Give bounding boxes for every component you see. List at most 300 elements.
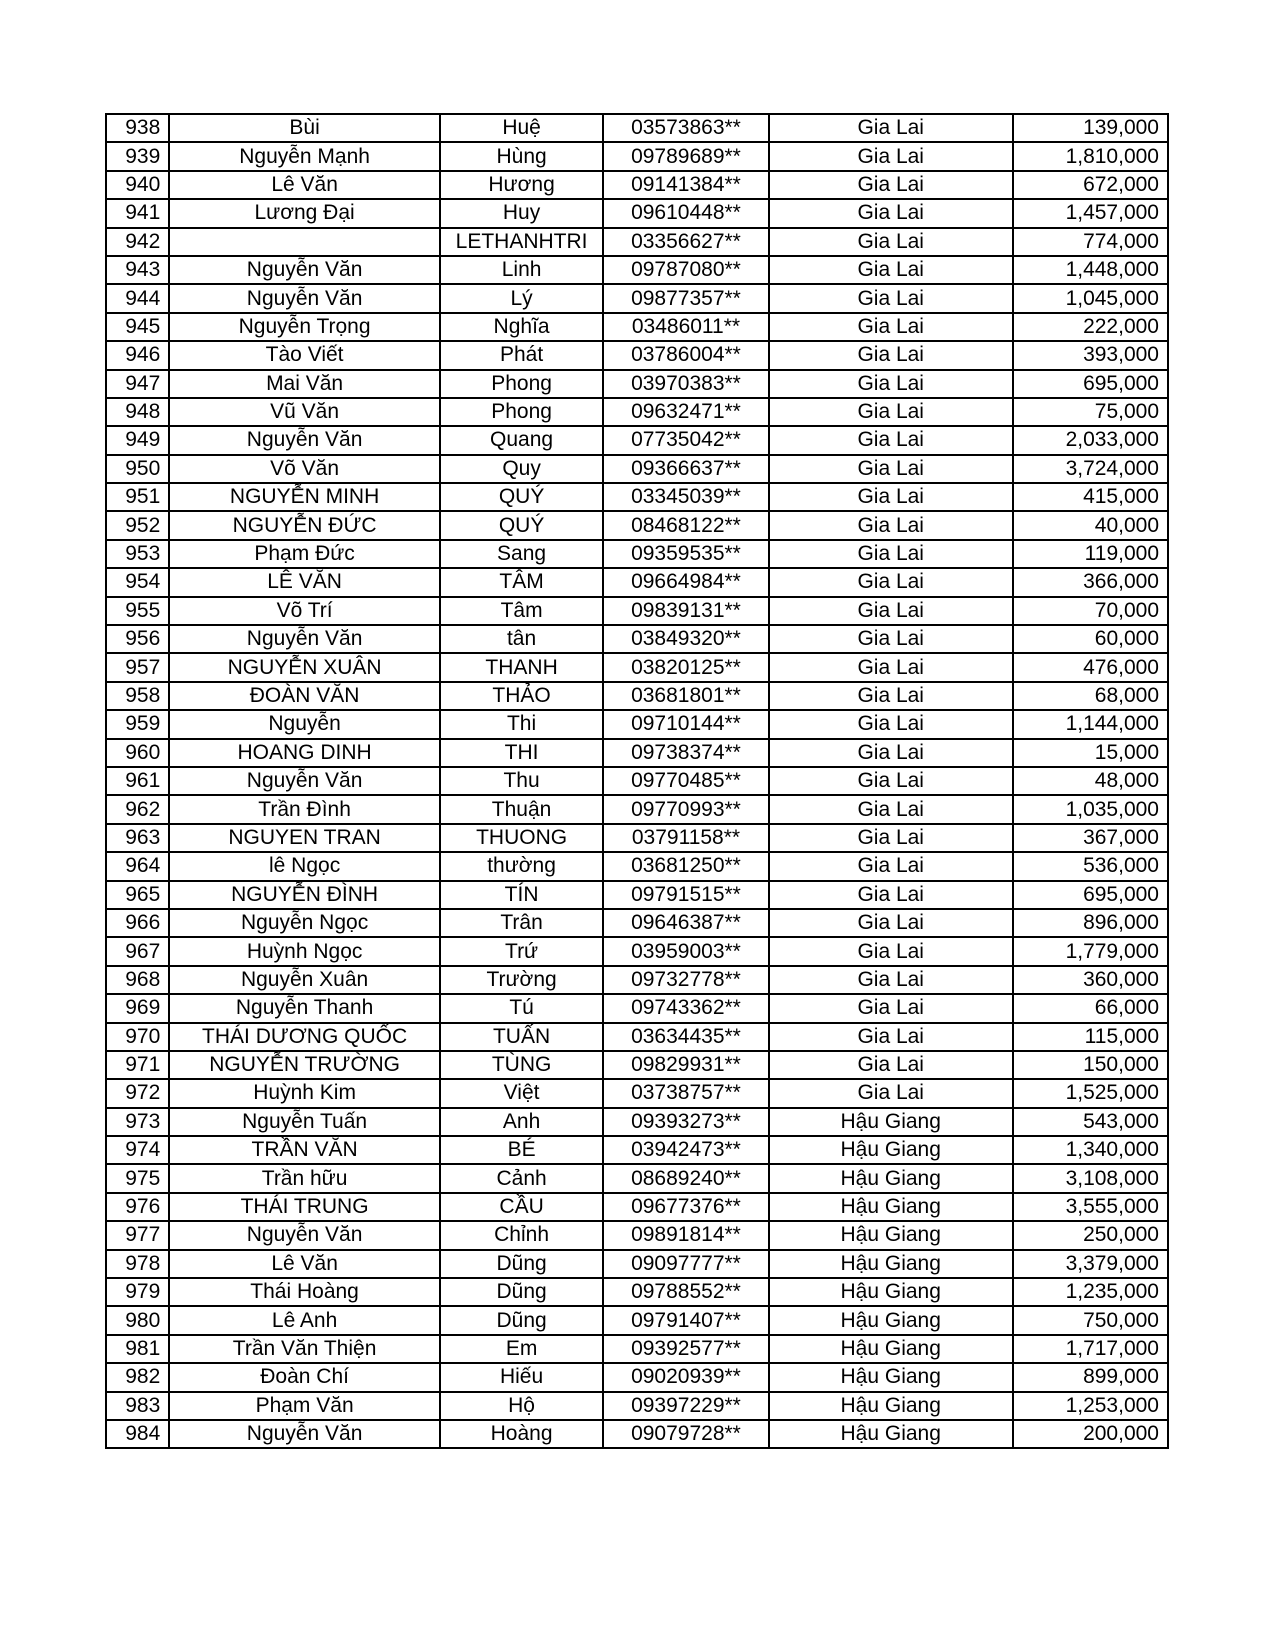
province-cell: Gia Lai bbox=[769, 994, 1013, 1022]
last-name-cell: Vũ Văn bbox=[169, 398, 440, 426]
amount-cell: 1,525,000 bbox=[1013, 1079, 1168, 1107]
table-row bbox=[106, 1079, 1168, 1107]
table-row bbox=[106, 625, 1168, 653]
province-cell: Hậu Giang bbox=[769, 1392, 1013, 1420]
last-name-cell: Trần Đình bbox=[169, 795, 440, 823]
first-name-cell: THANH bbox=[440, 653, 603, 681]
last-name-cell: Nguyễn bbox=[169, 710, 440, 738]
amount-cell: 40,000 bbox=[1013, 511, 1168, 539]
first-name-cell: Thuận bbox=[440, 795, 603, 823]
row-number: 967 bbox=[106, 937, 169, 965]
province-cell: Gia Lai bbox=[769, 398, 1013, 426]
province-cell: Gia Lai bbox=[769, 199, 1013, 227]
phone-cell: 09791407** bbox=[603, 1306, 768, 1334]
amount-cell: 222,000 bbox=[1013, 313, 1168, 341]
last-name-cell: Nguyễn Thanh bbox=[169, 994, 440, 1022]
first-name-cell: Trứ bbox=[440, 937, 603, 965]
last-name-cell: Huỳnh Kim bbox=[169, 1079, 440, 1107]
row-number: 943 bbox=[106, 256, 169, 284]
table-row bbox=[106, 1136, 1168, 1164]
province-cell: Gia Lai bbox=[769, 966, 1013, 994]
last-name-cell: NGUYỄN TRƯỜNG bbox=[169, 1051, 440, 1079]
province-cell: Gia Lai bbox=[769, 540, 1013, 568]
table-row bbox=[106, 739, 1168, 767]
first-name-cell: Hiếu bbox=[440, 1363, 603, 1391]
row-number: 966 bbox=[106, 909, 169, 937]
province-cell: Gia Lai bbox=[769, 568, 1013, 596]
table-row bbox=[106, 398, 1168, 426]
phone-cell: 09743362** bbox=[603, 994, 768, 1022]
row-number: 962 bbox=[106, 795, 169, 823]
phone-cell: 03681250** bbox=[603, 852, 768, 880]
amount-cell: 70,000 bbox=[1013, 597, 1168, 625]
last-name-cell: Võ Trí bbox=[169, 597, 440, 625]
province-cell: Gia Lai bbox=[769, 767, 1013, 795]
amount-cell: 1,253,000 bbox=[1013, 1392, 1168, 1420]
table-row bbox=[106, 114, 1168, 142]
last-name-cell: Đoàn Chí bbox=[169, 1363, 440, 1391]
row-number: 959 bbox=[106, 710, 169, 738]
first-name-cell: THUONG bbox=[440, 824, 603, 852]
row-number: 957 bbox=[106, 653, 169, 681]
amount-cell: 672,000 bbox=[1013, 171, 1168, 199]
row-number: 944 bbox=[106, 284, 169, 312]
table-row bbox=[106, 142, 1168, 170]
last-name-cell: Mai Văn bbox=[169, 370, 440, 398]
last-name-cell: Lương Đại bbox=[169, 199, 440, 227]
phone-cell: 08689240** bbox=[603, 1164, 768, 1192]
row-number: 975 bbox=[106, 1164, 169, 1192]
first-name-cell: QUÝ bbox=[440, 511, 603, 539]
table-row bbox=[106, 795, 1168, 823]
province-cell: Gia Lai bbox=[769, 653, 1013, 681]
row-number: 953 bbox=[106, 540, 169, 568]
phone-cell: 03942473** bbox=[603, 1136, 768, 1164]
province-cell: Gia Lai bbox=[769, 142, 1013, 170]
amount-cell: 476,000 bbox=[1013, 653, 1168, 681]
province-cell: Hậu Giang bbox=[769, 1306, 1013, 1334]
first-name-cell: Chỉnh bbox=[440, 1221, 603, 1249]
phone-cell: 09829931** bbox=[603, 1051, 768, 1079]
row-number: 938 bbox=[106, 114, 169, 142]
table-row bbox=[106, 455, 1168, 483]
row-number: 977 bbox=[106, 1221, 169, 1249]
phone-cell: 03573863** bbox=[603, 114, 768, 142]
province-cell: Gia Lai bbox=[769, 171, 1013, 199]
last-name-cell: LÊ VĂN bbox=[169, 568, 440, 596]
amount-cell: 66,000 bbox=[1013, 994, 1168, 1022]
amount-cell: 1,779,000 bbox=[1013, 937, 1168, 965]
last-name-cell: Lê Văn bbox=[169, 1250, 440, 1278]
first-name-cell: Huy bbox=[440, 199, 603, 227]
last-name-cell: THÁI DƯƠNG QUỐC bbox=[169, 1023, 440, 1051]
amount-cell: 3,555,000 bbox=[1013, 1193, 1168, 1221]
province-cell: Gia Lai bbox=[769, 284, 1013, 312]
table-row bbox=[106, 483, 1168, 511]
province-cell: Gia Lai bbox=[769, 597, 1013, 625]
row-number: 973 bbox=[106, 1108, 169, 1136]
table-row bbox=[106, 653, 1168, 681]
phone-cell: 03820125** bbox=[603, 653, 768, 681]
phone-cell: 07735042** bbox=[603, 426, 768, 454]
row-number: 969 bbox=[106, 994, 169, 1022]
first-name-cell: TÂM bbox=[440, 568, 603, 596]
amount-cell: 1,717,000 bbox=[1013, 1335, 1168, 1363]
phone-cell: 09770485** bbox=[603, 767, 768, 795]
phone-cell: 09079728** bbox=[603, 1420, 768, 1448]
first-name-cell: Quang bbox=[440, 426, 603, 454]
phone-cell: 09141384** bbox=[603, 171, 768, 199]
amount-cell: 250,000 bbox=[1013, 1221, 1168, 1249]
row-number: 952 bbox=[106, 511, 169, 539]
row-number: 947 bbox=[106, 370, 169, 398]
last-name-cell: Nguyễn Tuấn bbox=[169, 1108, 440, 1136]
last-name-cell: Lê Văn bbox=[169, 171, 440, 199]
first-name-cell: TUẤN bbox=[440, 1023, 603, 1051]
amount-cell: 15,000 bbox=[1013, 739, 1168, 767]
row-number: 970 bbox=[106, 1023, 169, 1051]
first-name-cell: Huệ bbox=[440, 114, 603, 142]
province-cell: Gia Lai bbox=[769, 625, 1013, 653]
amount-cell: 896,000 bbox=[1013, 909, 1168, 937]
last-name-cell: NGUYỄN ĐỨC bbox=[169, 511, 440, 539]
last-name-cell: Nguyễn Văn bbox=[169, 767, 440, 795]
amount-cell: 536,000 bbox=[1013, 852, 1168, 880]
province-cell: Gia Lai bbox=[769, 313, 1013, 341]
phone-cell: 03970383** bbox=[603, 370, 768, 398]
province-cell: Hậu Giang bbox=[769, 1335, 1013, 1363]
amount-cell: 774,000 bbox=[1013, 228, 1168, 256]
table-row bbox=[106, 852, 1168, 880]
amount-cell: 367,000 bbox=[1013, 824, 1168, 852]
phone-cell: 09791515** bbox=[603, 881, 768, 909]
last-name-cell: Nguyễn Mạnh bbox=[169, 142, 440, 170]
province-cell: Gia Lai bbox=[769, 114, 1013, 142]
amount-cell: 119,000 bbox=[1013, 540, 1168, 568]
first-name-cell: THI bbox=[440, 739, 603, 767]
province-cell: Gia Lai bbox=[769, 511, 1013, 539]
phone-cell: 09877357** bbox=[603, 284, 768, 312]
row-number: 955 bbox=[106, 597, 169, 625]
row-number: 974 bbox=[106, 1136, 169, 1164]
phone-cell: 08468122** bbox=[603, 511, 768, 539]
first-name-cell: TÍN bbox=[440, 881, 603, 909]
last-name-cell: Trần hữu bbox=[169, 1164, 440, 1192]
table-row bbox=[106, 710, 1168, 738]
row-number: 976 bbox=[106, 1193, 169, 1221]
first-name-cell: BÉ bbox=[440, 1136, 603, 1164]
province-cell: Gia Lai bbox=[769, 228, 1013, 256]
first-name-cell: LETHANHTRI bbox=[440, 228, 603, 256]
row-number: 978 bbox=[106, 1250, 169, 1278]
province-cell: Hậu Giang bbox=[769, 1108, 1013, 1136]
province-cell: Gia Lai bbox=[769, 795, 1013, 823]
first-name-cell: CẦU bbox=[440, 1193, 603, 1221]
province-cell: Gia Lai bbox=[769, 1023, 1013, 1051]
amount-cell: 200,000 bbox=[1013, 1420, 1168, 1448]
province-cell: Gia Lai bbox=[769, 426, 1013, 454]
last-name-cell bbox=[169, 228, 440, 256]
amount-cell: 139,000 bbox=[1013, 114, 1168, 142]
phone-cell: 09359535** bbox=[603, 540, 768, 568]
row-number: 982 bbox=[106, 1363, 169, 1391]
row-number: 968 bbox=[106, 966, 169, 994]
amount-cell: 1,045,000 bbox=[1013, 284, 1168, 312]
first-name-cell: Phong bbox=[440, 398, 603, 426]
last-name-cell: NGUYỄN XUÂN bbox=[169, 653, 440, 681]
amount-cell: 48,000 bbox=[1013, 767, 1168, 795]
phone-cell: 09020939** bbox=[603, 1363, 768, 1391]
table-row bbox=[106, 313, 1168, 341]
phone-cell: 09788552** bbox=[603, 1278, 768, 1306]
amount-cell: 1,457,000 bbox=[1013, 199, 1168, 227]
first-name-cell: Thu bbox=[440, 767, 603, 795]
table-row bbox=[106, 1164, 1168, 1192]
phone-cell: 03959003** bbox=[603, 937, 768, 965]
first-name-cell: QUÝ bbox=[440, 483, 603, 511]
first-name-cell: Hộ bbox=[440, 1392, 603, 1420]
province-cell: Gia Lai bbox=[769, 909, 1013, 937]
table-row bbox=[106, 767, 1168, 795]
last-name-cell: Nguyễn Trọng bbox=[169, 313, 440, 341]
row-number: 942 bbox=[106, 228, 169, 256]
province-cell: Gia Lai bbox=[769, 483, 1013, 511]
last-name-cell: Phạm Đức bbox=[169, 540, 440, 568]
province-cell: Hậu Giang bbox=[769, 1193, 1013, 1221]
last-name-cell: Nguyễn Xuân bbox=[169, 966, 440, 994]
phone-cell: 09789689** bbox=[603, 142, 768, 170]
province-cell: Hậu Giang bbox=[769, 1221, 1013, 1249]
phone-cell: 09632471** bbox=[603, 398, 768, 426]
first-name-cell: Cảnh bbox=[440, 1164, 603, 1192]
amount-cell: 695,000 bbox=[1013, 881, 1168, 909]
amount-cell: 1,235,000 bbox=[1013, 1278, 1168, 1306]
table-row bbox=[106, 966, 1168, 994]
row-number: 961 bbox=[106, 767, 169, 795]
table-row bbox=[106, 909, 1168, 937]
last-name-cell: Tào Viết bbox=[169, 341, 440, 369]
last-name-cell: Trần Văn Thiện bbox=[169, 1335, 440, 1363]
row-number: 979 bbox=[106, 1278, 169, 1306]
phone-cell: 09770993** bbox=[603, 795, 768, 823]
last-name-cell: Nguyễn Văn bbox=[169, 284, 440, 312]
row-number: 965 bbox=[106, 881, 169, 909]
phone-cell: 03345039** bbox=[603, 483, 768, 511]
phone-cell: 09891814** bbox=[603, 1221, 768, 1249]
amount-cell: 1,035,000 bbox=[1013, 795, 1168, 823]
table-row bbox=[106, 1051, 1168, 1079]
row-number: 956 bbox=[106, 625, 169, 653]
first-name-cell: Em bbox=[440, 1335, 603, 1363]
first-name-cell: Anh bbox=[440, 1108, 603, 1136]
first-name-cell: Dũng bbox=[440, 1250, 603, 1278]
province-cell: Gia Lai bbox=[769, 881, 1013, 909]
province-cell: Hậu Giang bbox=[769, 1164, 1013, 1192]
amount-cell: 3,379,000 bbox=[1013, 1250, 1168, 1278]
first-name-cell: Sang bbox=[440, 540, 603, 568]
table-row bbox=[106, 824, 1168, 852]
first-name-cell: Tú bbox=[440, 994, 603, 1022]
table-row bbox=[106, 256, 1168, 284]
province-cell: Gia Lai bbox=[769, 256, 1013, 284]
table-row bbox=[106, 1250, 1168, 1278]
first-name-cell: Thi bbox=[440, 710, 603, 738]
amount-cell: 899,000 bbox=[1013, 1363, 1168, 1391]
amount-cell: 3,724,000 bbox=[1013, 455, 1168, 483]
amount-cell: 3,108,000 bbox=[1013, 1164, 1168, 1192]
last-name-cell: ĐOÀN VĂN bbox=[169, 682, 440, 710]
first-name-cell: TÙNG bbox=[440, 1051, 603, 1079]
province-cell: Gia Lai bbox=[769, 455, 1013, 483]
phone-cell: 03634435** bbox=[603, 1023, 768, 1051]
table-row bbox=[106, 1363, 1168, 1391]
last-name-cell: Nguyễn Văn bbox=[169, 256, 440, 284]
first-name-cell: Phát bbox=[440, 341, 603, 369]
amount-cell: 750,000 bbox=[1013, 1306, 1168, 1334]
table-row bbox=[106, 1221, 1168, 1249]
first-name-cell: Hùng bbox=[440, 142, 603, 170]
table-row bbox=[106, 1335, 1168, 1363]
province-cell: Gia Lai bbox=[769, 682, 1013, 710]
first-name-cell: Phong bbox=[440, 370, 603, 398]
row-number: 951 bbox=[106, 483, 169, 511]
row-number: 945 bbox=[106, 313, 169, 341]
province-cell: Gia Lai bbox=[769, 739, 1013, 767]
last-name-cell: TRẦN VĂN bbox=[169, 1136, 440, 1164]
row-number: 963 bbox=[106, 824, 169, 852]
table-row bbox=[106, 171, 1168, 199]
phone-cell: 03486011** bbox=[603, 313, 768, 341]
first-name-cell: Dũng bbox=[440, 1278, 603, 1306]
phone-cell: 09097777** bbox=[603, 1250, 768, 1278]
row-number: 950 bbox=[106, 455, 169, 483]
row-number: 939 bbox=[106, 142, 169, 170]
first-name-cell: Tâm bbox=[440, 597, 603, 625]
first-name-cell: Việt bbox=[440, 1079, 603, 1107]
table-row bbox=[106, 881, 1168, 909]
first-name-cell: Lý bbox=[440, 284, 603, 312]
province-cell: Hậu Giang bbox=[769, 1420, 1013, 1448]
province-cell: Gia Lai bbox=[769, 824, 1013, 852]
row-number: 964 bbox=[106, 852, 169, 880]
first-name-cell: Dũng bbox=[440, 1306, 603, 1334]
phone-cell: 09839131** bbox=[603, 597, 768, 625]
last-name-cell: Thái Hoàng bbox=[169, 1278, 440, 1306]
phone-cell: 03791158** bbox=[603, 824, 768, 852]
table-row bbox=[106, 1023, 1168, 1051]
province-cell: Gia Lai bbox=[769, 370, 1013, 398]
amount-cell: 115,000 bbox=[1013, 1023, 1168, 1051]
table-body bbox=[106, 114, 1168, 1448]
last-name-cell: Võ Văn bbox=[169, 455, 440, 483]
province-cell: Gia Lai bbox=[769, 937, 1013, 965]
phone-cell: 09393273** bbox=[603, 1108, 768, 1136]
phone-cell: 09732778** bbox=[603, 966, 768, 994]
row-number: 940 bbox=[106, 171, 169, 199]
first-name-cell: Nghĩa bbox=[440, 313, 603, 341]
phone-cell: 09646387** bbox=[603, 909, 768, 937]
phone-cell: 03849320** bbox=[603, 625, 768, 653]
table-row bbox=[106, 568, 1168, 596]
province-cell: Hậu Giang bbox=[769, 1136, 1013, 1164]
last-name-cell: Bùi bbox=[169, 114, 440, 142]
amount-cell: 393,000 bbox=[1013, 341, 1168, 369]
phone-cell: 09710144** bbox=[603, 710, 768, 738]
table-row bbox=[106, 1193, 1168, 1221]
row-number: 954 bbox=[106, 568, 169, 596]
table-row bbox=[106, 341, 1168, 369]
row-number: 972 bbox=[106, 1079, 169, 1107]
amount-cell: 2,033,000 bbox=[1013, 426, 1168, 454]
amount-cell: 543,000 bbox=[1013, 1108, 1168, 1136]
row-number: 984 bbox=[106, 1420, 169, 1448]
last-name-cell: NGUYEN TRAN bbox=[169, 824, 440, 852]
last-name-cell: Lê Anh bbox=[169, 1306, 440, 1334]
row-number: 941 bbox=[106, 199, 169, 227]
province-cell: Gia Lai bbox=[769, 1079, 1013, 1107]
phone-cell: 09738374** bbox=[603, 739, 768, 767]
first-name-cell: Trân bbox=[440, 909, 603, 937]
table-row bbox=[106, 370, 1168, 398]
province-cell: Gia Lai bbox=[769, 710, 1013, 738]
amount-cell: 150,000 bbox=[1013, 1051, 1168, 1079]
amount-cell: 360,000 bbox=[1013, 966, 1168, 994]
last-name-cell: lê Ngọc bbox=[169, 852, 440, 880]
table-row bbox=[106, 1278, 1168, 1306]
table-row bbox=[106, 426, 1168, 454]
first-name-cell: Linh bbox=[440, 256, 603, 284]
table-row bbox=[106, 511, 1168, 539]
table-row bbox=[106, 1392, 1168, 1420]
first-name-cell: Hương bbox=[440, 171, 603, 199]
amount-cell: 1,340,000 bbox=[1013, 1136, 1168, 1164]
first-name-cell: Quy bbox=[440, 455, 603, 483]
first-name-cell: THẢO bbox=[440, 682, 603, 710]
phone-cell: 09677376** bbox=[603, 1193, 768, 1221]
phone-cell: 09787080** bbox=[603, 256, 768, 284]
province-cell: Gia Lai bbox=[769, 852, 1013, 880]
table-row bbox=[106, 1306, 1168, 1334]
phone-cell: 03356627** bbox=[603, 228, 768, 256]
row-number: 980 bbox=[106, 1306, 169, 1334]
table-row bbox=[106, 284, 1168, 312]
first-name-cell: tân bbox=[440, 625, 603, 653]
first-name-cell: thường bbox=[440, 852, 603, 880]
table-row bbox=[106, 994, 1168, 1022]
province-cell: Hậu Giang bbox=[769, 1250, 1013, 1278]
amount-cell: 366,000 bbox=[1013, 568, 1168, 596]
province-cell: Hậu Giang bbox=[769, 1278, 1013, 1306]
last-name-cell: THÁI TRUNG bbox=[169, 1193, 440, 1221]
row-number: 971 bbox=[106, 1051, 169, 1079]
last-name-cell: Nguyễn Văn bbox=[169, 625, 440, 653]
province-cell: Hậu Giang bbox=[769, 1363, 1013, 1391]
table-row bbox=[106, 937, 1168, 965]
phone-cell: 09366637** bbox=[603, 455, 768, 483]
last-name-cell: Nguyễn Văn bbox=[169, 1221, 440, 1249]
phone-cell: 09397229** bbox=[603, 1392, 768, 1420]
row-number: 949 bbox=[106, 426, 169, 454]
last-name-cell: Phạm Văn bbox=[169, 1392, 440, 1420]
province-cell: Gia Lai bbox=[769, 341, 1013, 369]
phone-cell: 09610448** bbox=[603, 199, 768, 227]
amount-cell: 1,448,000 bbox=[1013, 256, 1168, 284]
last-name-cell: NGUYỄN ĐÌNH bbox=[169, 881, 440, 909]
table-row bbox=[106, 682, 1168, 710]
first-name-cell: Trường bbox=[440, 966, 603, 994]
last-name-cell: Nguyễn Văn bbox=[169, 426, 440, 454]
amount-cell: 68,000 bbox=[1013, 682, 1168, 710]
